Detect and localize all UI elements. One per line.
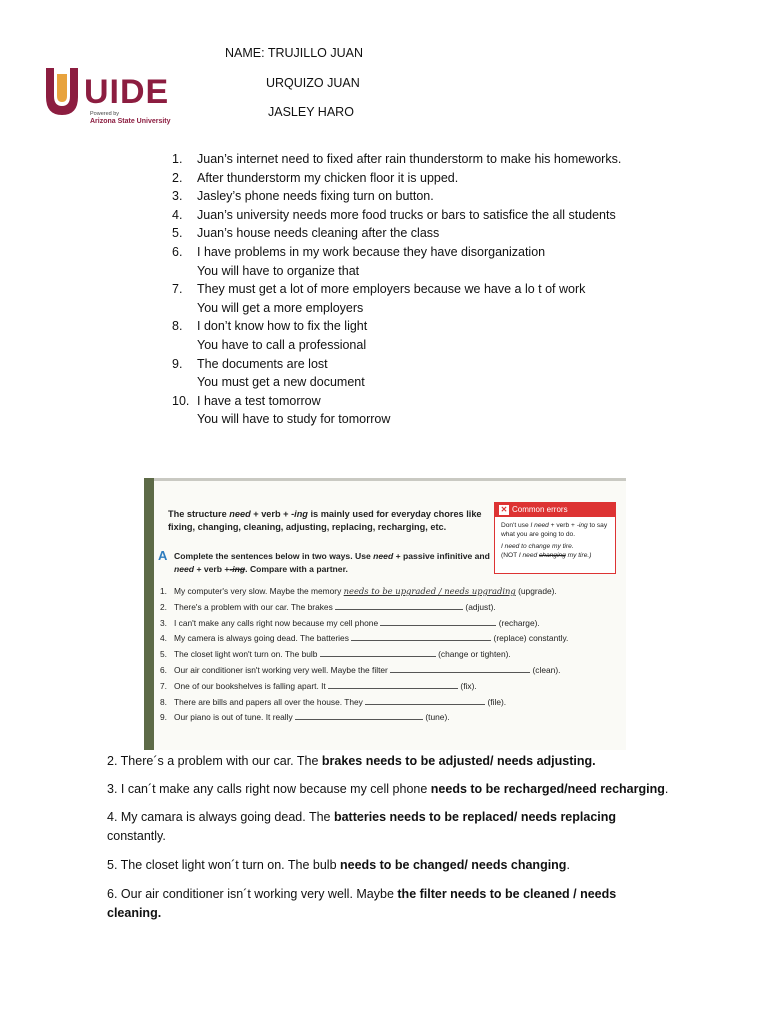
list-item-text: I don’t know how to fix the light — [197, 319, 368, 334]
exercise-hint: (adjust). — [463, 601, 496, 612]
common-errors-text: Don't use I need + verb + -ing to say what you are going to do. I need to change my tire. (NOT I need changing my tire.) — [501, 522, 608, 559]
exercise-letter: A — [158, 548, 168, 563]
list-item-text: I have a test tomorrow — [197, 393, 321, 408]
exercise-item — [160, 584, 568, 600]
name-line-3: JASLEY HARO — [268, 105, 354, 119]
list-item-text: Juan’s house needs cleaning after the class — [197, 226, 440, 241]
answer-6: 6. Our air conditioner isn´t working very well. Maybe the filter needs to be cleaned / needs cleaning. — [107, 887, 617, 920]
list-item-text: You have to call a professional — [197, 337, 367, 352]
page-margin-bar — [144, 478, 154, 750]
exercise-text: Our air conditioner isn't working very well. Maybe the filter — [174, 664, 391, 675]
exercise-list — [160, 584, 568, 726]
list-item-text: After thunderstorm my chicken floor it is upped. — [197, 170, 459, 185]
exercise-item — [160, 695, 568, 711]
exercise-item — [160, 647, 568, 663]
list-item-number: 2. — [172, 170, 183, 185]
list-item — [172, 355, 621, 392]
exercise-number: 4. — [160, 633, 167, 644]
list-item-number: 3. — [172, 189, 183, 204]
answer-blank — [390, 663, 530, 673]
logo-wordmark: UIDE — [84, 73, 170, 111]
textbook-excerpt — [144, 478, 626, 750]
exercise-hint: (upgrade). — [515, 586, 557, 596]
exercise-item — [160, 710, 568, 726]
list-item — [172, 243, 621, 280]
exercise-text: Our piano is out of tune. It really — [174, 712, 296, 723]
list-item — [172, 169, 621, 188]
list-item-text: Jasley’s phone needs fixing turn on button. — [197, 189, 434, 204]
exercise-hint: (recharge). — [496, 617, 540, 628]
list-item — [172, 150, 621, 169]
handwritten-answer: needs to be upgraded / needs upgrading — [343, 586, 516, 596]
list-item-number: 5. — [172, 226, 183, 241]
list-item-number: 9. — [172, 356, 183, 371]
sentence-list — [172, 150, 621, 429]
answer-4: 4. My camara is always going dead. The batteries needs to be replaced/ needs replacing constantly. — [107, 810, 617, 843]
list-item-number: 10. — [172, 393, 190, 408]
list-item-text: You must get a new document — [197, 375, 365, 390]
common-errors-box — [494, 502, 616, 574]
uide-logo — [44, 66, 184, 134]
answer-5: 5. The closet light won´t turn on. The bulb needs to be changed/ needs changing. — [107, 858, 570, 872]
list-item-number: 1. — [172, 152, 183, 166]
exercise-number: 1. — [160, 586, 167, 596]
answer-blank — [295, 710, 423, 720]
uide-shield-icon — [44, 66, 80, 118]
list-item-number: 7. — [172, 282, 183, 297]
list-item — [172, 280, 621, 317]
exercise-number: 3. — [160, 617, 167, 628]
exercise-hint: (replace) constantly. — [491, 633, 569, 644]
answer-3: 3. I can´t make any calls right now because my cell phone needs to be recharged/need recharging. — [107, 782, 669, 796]
list-item — [172, 224, 621, 243]
exercise-text: One of our bookshelves is falling apart. It — [174, 680, 329, 691]
list-item — [172, 392, 621, 429]
answer-blank — [351, 631, 491, 641]
exercise-item — [160, 600, 568, 616]
list-item-text: I have problems in my work because they have disorganization — [197, 244, 546, 259]
answer-2: 2. There´s a problem with our car. The brakes needs to be adjusted/ needs adjusting. — [107, 754, 596, 768]
exercise-hint: (change or tighten). — [435, 649, 511, 660]
list-item-text: You will get a more employers — [197, 300, 364, 315]
answer-blank — [365, 695, 485, 705]
list-item-number: 4. — [172, 207, 183, 222]
exercise-item — [160, 631, 568, 647]
list-item-number: 8. — [172, 319, 183, 334]
exercise-hint: (file). — [485, 696, 507, 707]
list-item — [172, 187, 621, 206]
grammar-intro: The structure need + verb + -ing is mainly used for everyday chores like fixing, changing, cleaning, adjusting, replacing, recharging, etc. — [168, 509, 482, 532]
exercise-text: I can't make any calls right now because my cell phone — [174, 617, 381, 628]
exercise-text: There are bills and papers all over the house. They — [174, 696, 366, 707]
list-item — [172, 317, 621, 354]
logo-powered-by: Powered by — [90, 111, 120, 117]
exercise-number: 6. — [160, 664, 167, 675]
exercise-number: 7. — [160, 680, 167, 691]
answer-blank — [328, 679, 458, 689]
list-item-text: Juan’s university needs more food trucks or bars to satisfice the all students — [197, 207, 616, 222]
logo-asu: Arizona State University — [90, 118, 171, 125]
answer-blank — [320, 647, 436, 657]
list-item-text: They must get a lot of more employers because we have a lo t of work — [197, 282, 586, 297]
answer-blank — [380, 616, 496, 626]
list-item-number: 6. — [172, 244, 183, 259]
exercise-number: 8. — [160, 696, 167, 707]
exercise-text: The closet light won't turn on. The bulb — [174, 649, 320, 660]
name-line-2: URQUIZO JUAN — [266, 76, 360, 90]
list-item-text: You will have to organize that — [197, 263, 360, 278]
common-errors-header: ✕ Common errors — [495, 503, 615, 517]
exercise-item — [160, 663, 568, 679]
list-item-text: Juan’s internet need to fixed after rain thunderstorm to make his homeworks. — [197, 152, 622, 166]
error-x-icon: ✕ — [500, 505, 508, 514]
exercise-item — [160, 679, 568, 695]
answer-blank — [335, 600, 463, 610]
exercise-item — [160, 616, 568, 632]
exercise-text: My computer's very slow. Maybe the memory — [174, 586, 344, 596]
exercise-text: My camera is always going dead. The batteries — [174, 633, 352, 644]
list-item-text: The documents are lost — [197, 356, 328, 371]
exercise-number: 2. — [160, 601, 167, 612]
exercise-hint: (tune). — [423, 712, 450, 723]
name-line: NAME: TRUJILLO JUAN — [225, 46, 363, 60]
exercise-hint: (clean). — [530, 664, 561, 675]
exercise-hint: (fix). — [458, 680, 477, 691]
exercise-text: There's a problem with our car. The brakes — [174, 601, 336, 612]
page-edge — [144, 478, 626, 481]
exercise-instructions: Complete the sentences below in two ways. Use need + passive infinitive and need + verb +-ing. Compare with a partner. — [174, 551, 490, 574]
list-item — [172, 206, 621, 225]
list-item-text: You will have to study for tomorrow — [197, 412, 391, 427]
exercise-number: 9. — [160, 712, 167, 723]
exercise-number: 5. — [160, 649, 167, 660]
